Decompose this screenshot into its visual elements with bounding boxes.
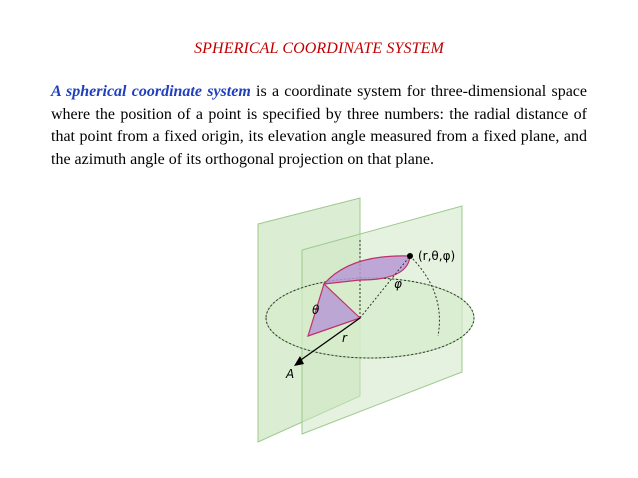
page-title: SPHERICAL COORDINATE SYSTEM xyxy=(194,40,444,57)
definition-paragraph xyxy=(51,81,587,171)
horizontal-plane xyxy=(266,278,474,358)
point-marker xyxy=(407,253,413,259)
point-label: (r,θ,φ) xyxy=(418,249,456,263)
phi-label: φ xyxy=(394,277,402,291)
theta-label: θ xyxy=(312,303,320,317)
definition-text: is a coordinate system for three-dimensional space where the position of a point is specified by three numbers: the radial distance of that point from a fixed origin, its elevation angle measured from a fixed plane, and the azimuth angle of its orthogonal projection on that plane. xyxy=(51,83,587,168)
r-label: r xyxy=(342,331,347,345)
spherical-coordinates-diagram xyxy=(240,196,500,456)
axis-a-label: A xyxy=(286,367,295,381)
highlighted-term: A spherical coordinate system xyxy=(51,83,251,100)
